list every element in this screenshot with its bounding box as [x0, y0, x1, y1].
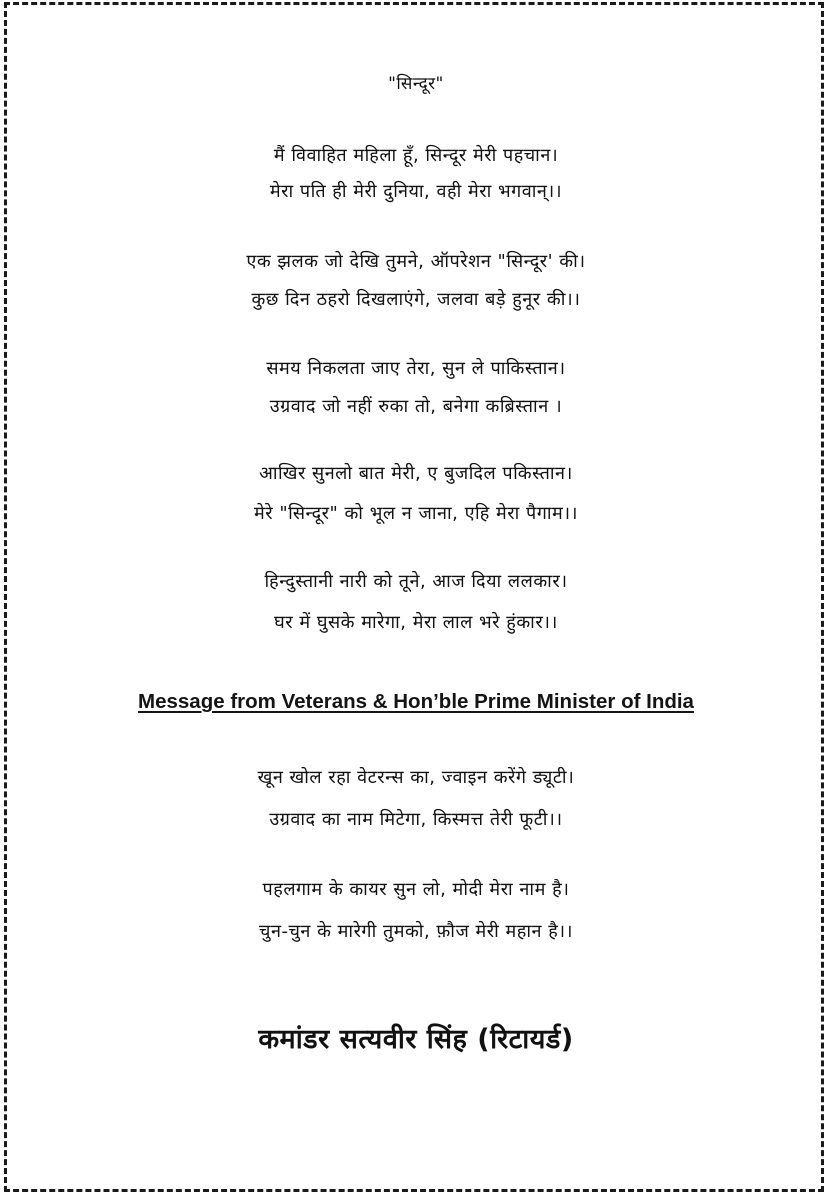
- message-stanza-1-line-1: खून खोल रहा वेटरन्स का, ज्वाइन करेंगे ड्यूटी।: [257, 767, 575, 788]
- message-stanza-2-line-2: चुन-चुन के मारेगी तुमको, फ़ौज मेरी महान है।।: [259, 921, 573, 942]
- signature: कमांडर सत्यवीर सिंह (रिटायर्ड): [258, 1024, 574, 1055]
- stanza-4-line-1: आखिर सुनलो बात मेरी, ए बुजदिल पकिस्तान।: [259, 463, 573, 484]
- message-stanza-1-line-2: उग्रवाद का नाम मिटेगा, किस्मत्त तेरी फूटी।।: [269, 809, 563, 830]
- poem-title: "सिन्दूर": [388, 74, 444, 94]
- stanza-2-line-2: कुछ दिन ठहरो दिखलाएंगे, जलवा बड़े हुनूर की।।: [251, 289, 581, 310]
- stanza-1-line-2: मेरा पति ही मेरी दुनिया, वही मेरा भगवान्।।: [269, 181, 563, 202]
- document-body: [8, 0, 824, 1190]
- stanza-3-line-2: उग्रवाद जो नहीं रुका तो, बनेगा कब्रिस्तान ।: [269, 396, 563, 417]
- stanza-1-line-1: मैं विवाहित महिला हूँ, सिन्दूर मेरी पहचान।: [273, 145, 559, 166]
- stanza-5-line-1: हिन्दुस्तानी नारी को तूने, आज दिया ललकार।: [264, 571, 568, 592]
- message-heading: Message from Veterans & Hon’ble Prime Minister of India: [138, 690, 694, 713]
- stanza-2-line-1: एक झलक जो देखि तुमने, ऑपरेशन "सिन्दूर' की।: [246, 251, 586, 272]
- stanza-3-line-1: समय निकलता जाए तेरा, सुन ले पाकिस्तान।: [266, 358, 566, 379]
- message-stanza-2-line-1: पहलगाम के कायर सुन लो, मोदी मेरा नाम है।: [262, 879, 570, 900]
- stanza-4-line-2: मेरे "सिन्दूर" को भूल न जाना, एहि मेरा पैगाम।।: [254, 503, 578, 524]
- stanza-5-line-2: घर में घुसके मारेगा, मेरा लाल भरे हुंकार।।: [274, 612, 558, 633]
